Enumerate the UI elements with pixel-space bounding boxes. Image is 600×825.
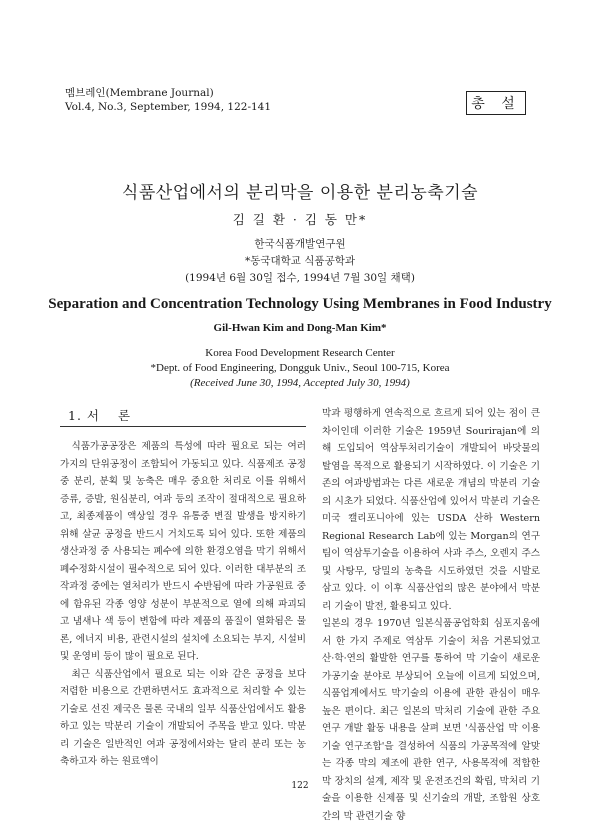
left-paragraph-2: 최근 식품산업에서 필요로 되는 이와 같은 공정을 보다 저렴한 비용으로 간편하면서도 효과적으로 처리할 수 있는 기술로 선진 제국은 물론 국내의 일부 식품산업에서도 활용하고 있는 막분리 기술이 개발되어 주목을 받고 있다. 막분리 기술은 일반적인 여과 공정에서와는 달리 분리 또는 농축하고자 하는 원료액이: [60, 668, 306, 767]
section-heading: [68, 406, 149, 424]
section-rule: [60, 426, 306, 427]
english-received: (Received June 30, 1994, Accepted July 30, 1994): [190, 377, 410, 389]
section-number: 1. 서: [68, 408, 100, 423]
korean-authors: 김 길 환 · 김 동 만*: [232, 212, 368, 227]
journal-citation: Vol.4, No.3, September, 1994, 122-141: [65, 101, 272, 113]
english-authors: Gil-Hwan Kim and Dong-Man Kim*: [213, 322, 387, 334]
korean-title: 식품산업에서의 분리막을 이용한 분리농축기술: [121, 183, 479, 203]
english-affiliations: [0, 346, 600, 391]
korean-affiliation-1: 한국식품개발연구원: [254, 238, 346, 250]
korean-affiliations: [0, 236, 600, 287]
left-paragraph-1: 식품가공공장은 제품의 특성에 따라 필요로 되는 여러 가지의 단위공정이 조합되어 가동되고 있다. 식품제조 공정중 분리, 분획 및 농축은 매우 중요한 처리로 이를 위해서 증류, 증발, 원심분리, 여과 등의 조작이 절대적으로 필요하고, 최종제품이 액상일 경우 유통중 변질 발생을 방지하기 위해 살균 공정을 반드시 거치도록 되어 있다. 또한 제품의 생산과정 중 사용되는 폐수에 의한 환경오염을 막기 위해서 폐수정화시설이 필수적으로 되어 있다. 이러한 대부분의 조작과정 중에는 열처리가 반드시 수반됨에 따라 가공원료 중에 함유된 각종 영양 성분이 부분적으로 열에 의해 파괴되고 냄새나 색 등이 변함에 따라 제품의 품질이 열화됨은 물론, 에너지 비용, 관련시설의 설치에 소요되는 부지, 시설비 및 운영비 등이 많이 필요로 된다.: [60, 441, 306, 662]
english-title: Separation and Concentration Technology Using Membranes in Food Industry: [48, 296, 552, 312]
article-type-badge: 총 설: [466, 91, 526, 115]
right-paragraph-1: 막과 평행하게 연속적으로 흐르게 되어 있는 점이 큰 차이인데 이러한 기술은 1959년 Sourirajan에 의해 도입되어 역삼투처리기술이 개발되어 바닷물의 탈염을 목적으로 활용되기 시작하였다. 이 기술은 기존의 여과방법과는 다른 새로운 개념의 막분리 기술의 시초가 되었다. 식품산업에 있어서 막분리 기술은 미국 캘리포니아에 있는 USDA 산하 Western Regional Research Lab에 있는 Morgan의 연구팀이 역삼투기술을 이용하여 사과 주스, 오렌지 주스 및 사탕무, 당밀의 농축을 시도하였던 것을 시발로 삼고 있다. 이 이후 식품산업의 많은 분야에서 막분리 기술이 발전, 활용되고 있다.: [322, 408, 540, 612]
journal-name: 멤브레인(Membrane Journal): [65, 87, 214, 99]
right-paragraph-2: 일본의 경우 1970년 일본식품공업학회 심포지움에서 한 가지 주제로 역삼투 기술이 처음 거론되었고 산·학·연의 활발한 연구를 통하여 막 기술이 새로운 가공기술 분야로 부상되어 오늘에 이르게 되었으며, 식품업계에서도 막기술의 이용에 관한 관심이 매우 높은 편이다. 최근 일본의 막처리 기술에 관한 주요 연구 개발 활동 내용을 살펴 보면 '식품산업 막 이용기술 연구조합'을 결성하여 식품의 가공목적에 알맞는 각종 막의 제조에 관한 연구, 사용목적에 적합한 막 장치의 설계, 제작 및 운전조건의 확립, 막처리 기술을 이용한 신제품 및 신기술의 개발, 조합원 상호간의 막 관련기술 향: [322, 618, 540, 822]
left-column: [60, 438, 306, 771]
english-affiliation-2: *Dept. of Food Engineering, Dongguk Univ., Seoul 100-715, Korea: [150, 362, 450, 374]
section-title: 론: [117, 408, 132, 423]
english-affiliation-1: Korea Food Development Research Center: [205, 347, 395, 359]
right-column: [322, 405, 540, 825]
journal-header: [65, 86, 271, 114]
korean-received: (1994년 6월 30일 접수, 1994년 7월 30일 채택): [185, 272, 415, 284]
korean-affiliation-2: *동국대학교 식품공학과: [244, 255, 356, 267]
page-number: 122: [291, 781, 309, 791]
